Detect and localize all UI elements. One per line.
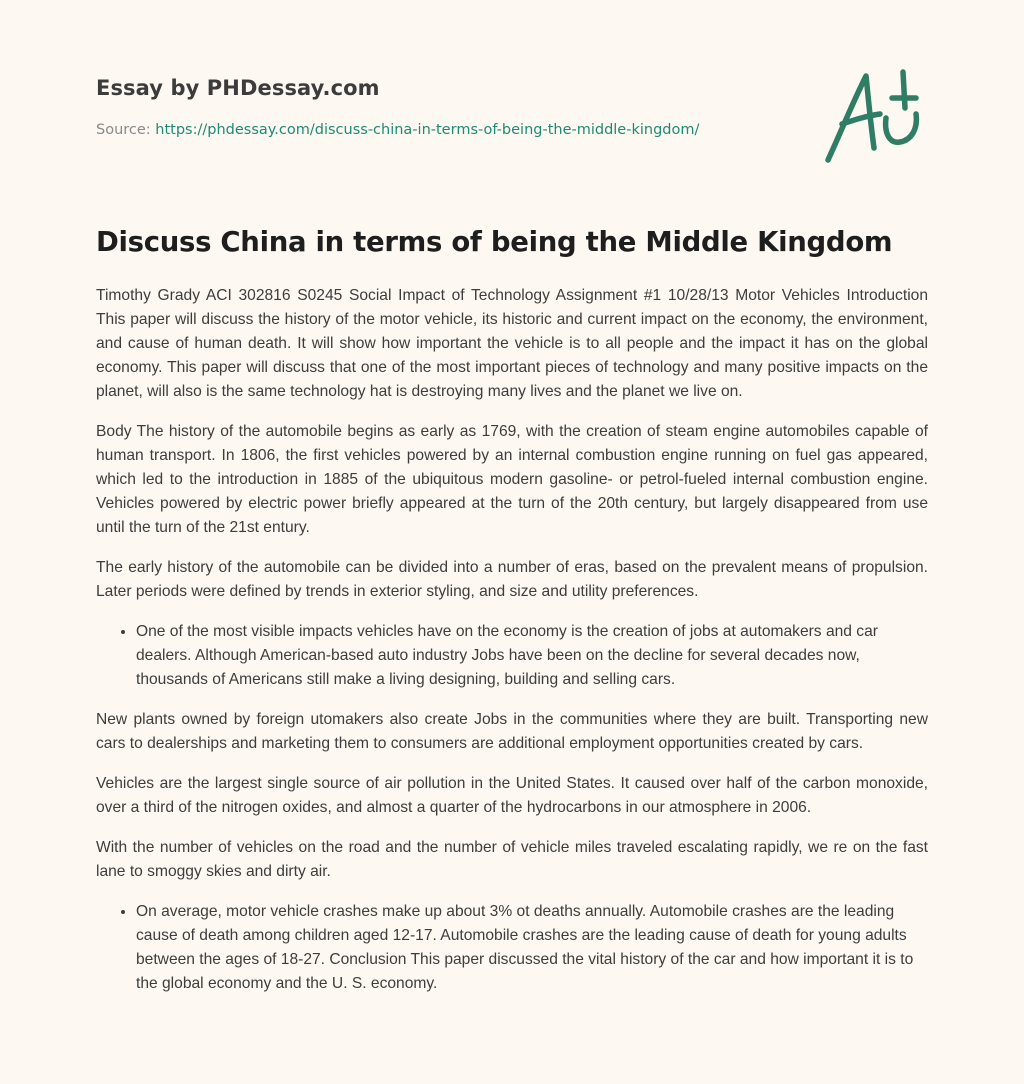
essay-body bbox=[96, 284, 928, 1012]
paragraph-history: Body The history of the automobile begins as early as 1769, with the creation of steam engine automobiles capable of human transport. In 1806, the first vehicles powered by an internal combustion engine running on fuel gas appeared, which led to the introduction in 1885 of the ubiquitous modern gasoline- or petrol-fueled internal combustion engine. Vehicles powered by electric power briefly appeared at the turn of the 20th century, but largely disappeared from use until the turn of the 21st entury. bbox=[96, 423, 928, 536]
paragraph-eras: The early history of the automobile can be divided into a number of eras, based on the prevalent means of propulsion. Later periods were defined by trends in exterior styling, and size and utility preferences. bbox=[96, 559, 928, 600]
paragraph-intro: Timothy Grady ACI 302816 S0245 Social Impact of Technology Assignment #1 10/28/13 Motor Vehicles Introduction This paper will discuss the history of the motor vehicle, its historic and current impact on the economy, the environment, and cause of human death. It will show how important the vehicle is to all people and the impact it has on the global economy. This paper will discuss that one of the most important pieces of technology and many positive impacts on the planet, will also is the same technology hat is destroying many lives and the planet we live on. bbox=[96, 287, 928, 400]
source-label: Source: bbox=[96, 122, 151, 138]
bullet-list-crashes bbox=[96, 900, 928, 996]
a-plus-grade-icon bbox=[820, 64, 930, 168]
list-item: • One of the most visible impacts vehicles have on the economy is the creation of jobs at automakers and car dealers. Although American-based auto industry Jobs have been on the decline for several decades now, thousands of Americans still make a living designing, building and selling cars. bbox=[136, 620, 928, 692]
bullet-list-jobs bbox=[96, 620, 928, 692]
site-title: Essay by PHDessay.com bbox=[96, 76, 380, 100]
paragraph-pollution: Vehicles are the largest single source of air pollution in the United States. It caused over half of the carbon monoxide, over a third of the nitrogen oxides, and almost a quarter of the hydrocarbons in our atmosphere in 2006. bbox=[96, 775, 928, 816]
essay-title: Discuss China in terms of being the Middle Kingdom bbox=[96, 226, 893, 258]
source-line bbox=[96, 122, 796, 138]
source-link[interactable]: https://phdessay.com/discuss-china-in-terms-of-being-the-middle-kingdom/ bbox=[155, 122, 700, 138]
header bbox=[96, 76, 796, 138]
paragraph-plants: New plants owned by foreign utomakers also create Jobs in the communities where they are built. Transporting new cars to dealerships and marketing them to consumers are additional employment opportunities created by cars. bbox=[96, 711, 928, 752]
list-item: • On average, motor vehicle crashes make up about 3% ot deaths annually. Automobile crashes are the leading cause of death among children aged 12-17. Automobile crashes are the leading cause of death for young adults between the ages of 18-27. Conclusion This paper discussed the vital history of the car and how important it is to the global economy and the U. S. economy. bbox=[136, 900, 928, 996]
paragraph-traffic: With the number of vehicles on the road and the number of vehicle miles traveled escalating rapidly, we re on the fast lane to smoggy skies and dirty air. bbox=[96, 839, 928, 880]
